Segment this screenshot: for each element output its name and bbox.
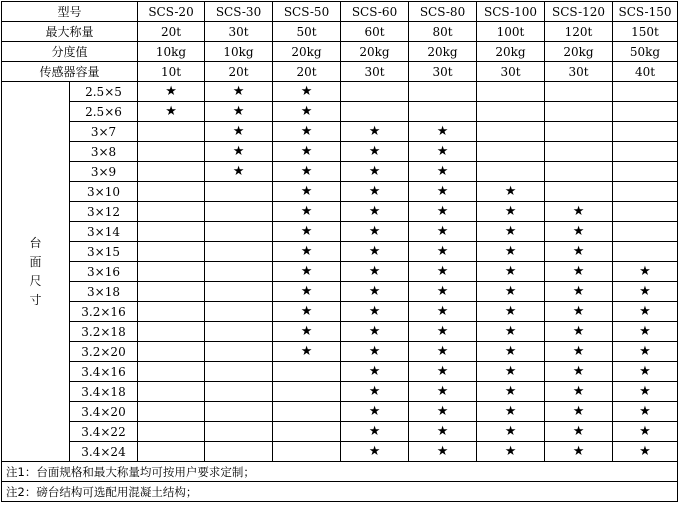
empty-cell <box>138 422 205 442</box>
header-value-cell: 20kg <box>477 42 545 62</box>
empty-cell <box>138 282 205 302</box>
star-icon-cell: ★ <box>409 322 477 342</box>
star-icon-cell: ★ <box>477 202 545 222</box>
star-icon-cell: ★ <box>477 242 545 262</box>
size-cell: 3×8 <box>70 142 138 162</box>
header-value-cell: 50kg <box>613 42 678 62</box>
star-icon-cell: ★ <box>477 282 545 302</box>
star-icon-cell: ★ <box>273 222 341 242</box>
header-value-cell: 30t <box>205 22 273 42</box>
star-icon-cell: ★ <box>409 422 477 442</box>
star-icon-cell: ★ <box>409 282 477 302</box>
platform-size-label <box>2 82 70 462</box>
size-cell: 3.2×18 <box>70 322 138 342</box>
star-icon-cell: ★ <box>138 102 205 122</box>
star-icon-cell: ★ <box>545 242 613 262</box>
header-value-cell: 10t <box>138 62 205 82</box>
header-value-cell: 20kg <box>341 42 409 62</box>
header-value-cell: 40t <box>613 62 678 82</box>
star-icon-cell: ★ <box>138 82 205 102</box>
header-label: 传感器容量 <box>2 62 138 82</box>
empty-cell <box>545 122 613 142</box>
size-row <box>2 162 678 182</box>
header-value-cell: 30t <box>409 62 477 82</box>
empty-cell <box>205 322 273 342</box>
star-icon-cell: ★ <box>545 262 613 282</box>
size-row <box>2 442 678 462</box>
star-icon-cell: ★ <box>409 222 477 242</box>
star-icon-cell: ★ <box>409 122 477 142</box>
empty-cell <box>477 142 545 162</box>
star-icon-cell: ★ <box>273 322 341 342</box>
star-icon-cell: ★ <box>341 302 409 322</box>
size-row <box>2 242 678 262</box>
empty-cell <box>341 102 409 122</box>
empty-cell <box>613 222 678 242</box>
size-cell: 3×12 <box>70 202 138 222</box>
empty-cell <box>273 382 341 402</box>
header-label: 最大称量 <box>2 22 138 42</box>
header-value-cell: 20kg <box>409 42 477 62</box>
empty-cell <box>138 222 205 242</box>
star-icon-cell: ★ <box>409 402 477 422</box>
star-icon-cell: ★ <box>341 142 409 162</box>
empty-cell <box>138 362 205 382</box>
size-row <box>2 282 678 302</box>
size-cell: 3.4×24 <box>70 442 138 462</box>
size-cell: 3×10 <box>70 182 138 202</box>
empty-cell <box>138 342 205 362</box>
empty-cell <box>273 442 341 462</box>
empty-cell <box>613 202 678 222</box>
star-icon-cell: ★ <box>477 182 545 202</box>
empty-cell <box>545 142 613 162</box>
star-icon-cell: ★ <box>341 282 409 302</box>
header-value-cell: 30t <box>477 62 545 82</box>
size-cell: 3×15 <box>70 242 138 262</box>
empty-cell <box>613 102 678 122</box>
star-icon-cell: ★ <box>341 422 409 442</box>
size-row <box>2 402 678 422</box>
size-row <box>2 382 678 402</box>
star-icon-cell: ★ <box>613 282 678 302</box>
star-icon-cell: ★ <box>273 182 341 202</box>
star-icon-cell: ★ <box>613 402 678 422</box>
size-row <box>2 142 678 162</box>
star-icon-cell: ★ <box>613 362 678 382</box>
empty-cell <box>138 322 205 342</box>
empty-cell <box>205 422 273 442</box>
empty-cell <box>138 262 205 282</box>
empty-cell <box>205 342 273 362</box>
empty-cell <box>138 122 205 142</box>
scale-spec-table <box>1 1 678 502</box>
size-row <box>2 182 678 202</box>
star-icon-cell: ★ <box>613 442 678 462</box>
star-icon-cell: ★ <box>205 82 273 102</box>
star-icon-cell: ★ <box>477 402 545 422</box>
star-icon-cell: ★ <box>613 342 678 362</box>
header-value-cell: SCS-120 <box>545 2 613 22</box>
star-icon-cell: ★ <box>545 422 613 442</box>
empty-cell <box>138 442 205 462</box>
star-icon-cell: ★ <box>341 182 409 202</box>
header-value-cell: 50t <box>273 22 341 42</box>
star-icon-cell: ★ <box>273 142 341 162</box>
star-icon-cell: ★ <box>409 382 477 402</box>
header-value-cell: 30t <box>545 62 613 82</box>
star-icon-cell: ★ <box>341 262 409 282</box>
size-row <box>2 322 678 342</box>
header-label: 型号 <box>2 2 138 22</box>
star-icon-cell: ★ <box>273 102 341 122</box>
star-icon-cell: ★ <box>409 342 477 362</box>
star-icon-cell: ★ <box>341 242 409 262</box>
size-cell: 3×16 <box>70 262 138 282</box>
header-row <box>2 22 678 42</box>
header-value-cell: 20kg <box>273 42 341 62</box>
empty-cell <box>205 402 273 422</box>
star-icon-cell: ★ <box>409 362 477 382</box>
star-icon-cell: ★ <box>205 102 273 122</box>
size-row <box>2 222 678 242</box>
header-value-cell: 10kg <box>205 42 273 62</box>
platform-size-label-char: 台 <box>29 235 42 250</box>
star-icon-cell: ★ <box>545 202 613 222</box>
star-icon-cell: ★ <box>273 162 341 182</box>
size-row <box>2 122 678 142</box>
empty-cell <box>205 262 273 282</box>
star-icon-cell: ★ <box>545 302 613 322</box>
star-icon-cell: ★ <box>273 262 341 282</box>
star-icon-cell: ★ <box>205 162 273 182</box>
star-icon-cell: ★ <box>477 302 545 322</box>
header-value-cell: 20t <box>273 62 341 82</box>
star-icon-cell: ★ <box>613 382 678 402</box>
empty-cell <box>545 82 613 102</box>
size-row <box>2 302 678 322</box>
star-icon-cell: ★ <box>341 402 409 422</box>
header-value-cell: 30t <box>341 62 409 82</box>
header-label: 分度值 <box>2 42 138 62</box>
header-value-cell: 10kg <box>138 42 205 62</box>
star-icon-cell: ★ <box>341 322 409 342</box>
header-row <box>2 2 678 22</box>
empty-cell <box>409 82 477 102</box>
size-row <box>2 262 678 282</box>
header-value-cell: 150t <box>613 22 678 42</box>
header-value-cell: SCS-20 <box>138 2 205 22</box>
star-icon-cell: ★ <box>205 122 273 142</box>
star-icon-cell: ★ <box>409 142 477 162</box>
size-row <box>2 82 678 102</box>
star-icon-cell: ★ <box>545 342 613 362</box>
star-icon-cell: ★ <box>545 282 613 302</box>
star-icon-cell: ★ <box>545 322 613 342</box>
size-row <box>2 102 678 122</box>
empty-cell <box>205 222 273 242</box>
empty-cell <box>138 402 205 422</box>
star-icon-cell: ★ <box>273 82 341 102</box>
platform-size-label-char: 尺 <box>29 273 42 288</box>
empty-cell <box>138 162 205 182</box>
star-icon-cell: ★ <box>409 242 477 262</box>
star-icon-cell: ★ <box>341 202 409 222</box>
header-value-cell: SCS-30 <box>205 2 273 22</box>
star-icon-cell: ★ <box>273 342 341 362</box>
star-icon-cell: ★ <box>409 162 477 182</box>
empty-cell <box>273 422 341 442</box>
empty-cell <box>477 162 545 182</box>
empty-cell <box>613 122 678 142</box>
empty-cell <box>138 382 205 402</box>
empty-cell <box>613 142 678 162</box>
empty-cell <box>205 182 273 202</box>
empty-cell <box>477 122 545 142</box>
header-value-cell: 20kg <box>545 42 613 62</box>
empty-cell <box>477 82 545 102</box>
empty-cell <box>341 82 409 102</box>
star-icon-cell: ★ <box>477 342 545 362</box>
header-value-cell: 80t <box>409 22 477 42</box>
star-icon-cell: ★ <box>409 302 477 322</box>
empty-cell <box>205 242 273 262</box>
star-icon-cell: ★ <box>477 222 545 242</box>
star-icon-cell: ★ <box>545 382 613 402</box>
header-value-cell: 20t <box>205 62 273 82</box>
size-row <box>2 422 678 442</box>
star-icon-cell: ★ <box>341 382 409 402</box>
header-value-cell: 60t <box>341 22 409 42</box>
empty-cell <box>273 362 341 382</box>
star-icon-cell: ★ <box>613 422 678 442</box>
empty-cell <box>613 162 678 182</box>
size-row <box>2 342 678 362</box>
empty-cell <box>138 242 205 262</box>
size-cell: 3.4×16 <box>70 362 138 382</box>
empty-cell <box>273 402 341 422</box>
star-icon-cell: ★ <box>613 302 678 322</box>
note-row <box>2 482 678 502</box>
star-icon-cell: ★ <box>477 362 545 382</box>
header-row <box>2 42 678 62</box>
empty-cell <box>613 182 678 202</box>
star-icon-cell: ★ <box>477 382 545 402</box>
empty-cell <box>205 382 273 402</box>
star-icon-cell: ★ <box>409 442 477 462</box>
empty-cell <box>409 102 477 122</box>
platform-size-label-char: 面 <box>29 254 42 269</box>
size-row <box>2 202 678 222</box>
star-icon-cell: ★ <box>545 362 613 382</box>
star-icon-cell: ★ <box>409 262 477 282</box>
empty-cell <box>138 202 205 222</box>
header-value-cell: SCS-80 <box>409 2 477 22</box>
header-value-cell: 100t <box>477 22 545 42</box>
star-icon-cell: ★ <box>613 322 678 342</box>
header-value-cell: 120t <box>545 22 613 42</box>
empty-cell <box>613 242 678 262</box>
star-icon-cell: ★ <box>409 182 477 202</box>
star-icon-cell: ★ <box>341 362 409 382</box>
note-text: 注2：磅台结构可选配用混凝土结构； <box>2 482 678 502</box>
star-icon-cell: ★ <box>409 202 477 222</box>
size-cell: 3.2×20 <box>70 342 138 362</box>
empty-cell <box>138 142 205 162</box>
star-icon-cell: ★ <box>341 342 409 362</box>
size-row <box>2 362 678 382</box>
star-icon-cell: ★ <box>341 122 409 142</box>
empty-cell <box>205 442 273 462</box>
star-icon-cell: ★ <box>341 222 409 242</box>
size-cell: 2.5×5 <box>70 82 138 102</box>
empty-cell <box>545 102 613 122</box>
header-row <box>2 62 678 82</box>
star-icon-cell: ★ <box>273 202 341 222</box>
header-value-cell: 20t <box>138 22 205 42</box>
header-value-cell: SCS-60 <box>341 2 409 22</box>
size-cell: 3.2×16 <box>70 302 138 322</box>
size-cell: 2.5×6 <box>70 102 138 122</box>
empty-cell <box>545 162 613 182</box>
empty-cell <box>205 282 273 302</box>
header-value-cell: SCS-100 <box>477 2 545 22</box>
star-icon-cell: ★ <box>205 142 273 162</box>
size-cell: 3.4×20 <box>70 402 138 422</box>
empty-cell <box>477 102 545 122</box>
header-value-cell: SCS-150 <box>613 2 678 22</box>
star-icon-cell: ★ <box>477 422 545 442</box>
note-text: 注1：台面规格和最大称量均可按用户要求定制； <box>2 462 678 482</box>
platform-size-label-char: 寸 <box>29 292 42 307</box>
star-icon-cell: ★ <box>477 442 545 462</box>
star-icon-cell: ★ <box>477 262 545 282</box>
empty-cell <box>205 302 273 322</box>
size-cell: 3×9 <box>70 162 138 182</box>
size-cell: 3.4×22 <box>70 422 138 442</box>
star-icon-cell: ★ <box>545 442 613 462</box>
empty-cell <box>613 82 678 102</box>
star-icon-cell: ★ <box>273 242 341 262</box>
empty-cell <box>545 182 613 202</box>
star-icon-cell: ★ <box>273 282 341 302</box>
empty-cell <box>138 182 205 202</box>
star-icon-cell: ★ <box>545 402 613 422</box>
size-cell: 3×14 <box>70 222 138 242</box>
size-cell: 3.4×18 <box>70 382 138 402</box>
star-icon-cell: ★ <box>477 322 545 342</box>
empty-cell <box>138 302 205 322</box>
size-cell: 3×18 <box>70 282 138 302</box>
size-cell: 3×7 <box>70 122 138 142</box>
empty-cell <box>205 362 273 382</box>
note-row <box>2 462 678 482</box>
header-value-cell: SCS-50 <box>273 2 341 22</box>
star-icon-cell: ★ <box>341 442 409 462</box>
star-icon-cell: ★ <box>273 302 341 322</box>
empty-cell <box>205 202 273 222</box>
star-icon-cell: ★ <box>613 262 678 282</box>
star-icon-cell: ★ <box>545 222 613 242</box>
star-icon-cell: ★ <box>341 162 409 182</box>
star-icon-cell: ★ <box>273 122 341 142</box>
